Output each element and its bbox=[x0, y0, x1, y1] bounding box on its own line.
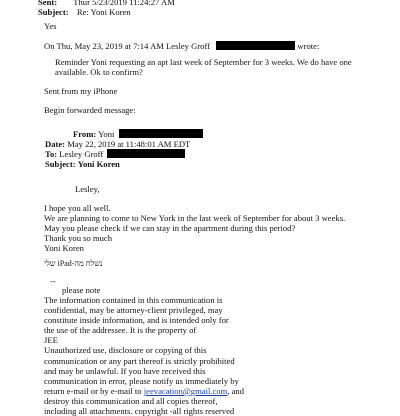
disclaimer-line: Unauthorized use, disclosure or copying of this bbox=[44, 345, 207, 356]
quote-intro bbox=[44, 41, 319, 52]
disclaimer-line: communication or any part thereof is strictly prohibited bbox=[44, 355, 235, 366]
body-line-1: I hope you all well. bbox=[44, 203, 111, 213]
disclaimer-line: communication in error, please notify us immediately by bbox=[44, 375, 239, 386]
sent-from-iphone: Sent from my iPhone bbox=[44, 86, 118, 96]
disclaimer bbox=[44, 295, 244, 416]
dashes: -- bbox=[50, 276, 56, 286]
email-link[interactable]: jeevacation@gmail.com bbox=[143, 385, 228, 396]
fwd-subject-row bbox=[45, 159, 120, 170]
sent-value: Thur 5/23/2019 11:24:27 AM bbox=[73, 0, 175, 7]
fwd-subject-value: Yoni Koren bbox=[77, 159, 120, 169]
redaction-block bbox=[216, 41, 295, 50]
disclaimer-line: JEE bbox=[44, 335, 58, 346]
disclaimer-email-post: , and bbox=[227, 385, 245, 396]
quoted-line-2: available. Ok to confirm? bbox=[55, 67, 143, 77]
redaction-block bbox=[119, 129, 203, 138]
disclaimer-line: and may be unlawful. If you have received this bbox=[44, 365, 206, 376]
begin-forwarded: Begin forwarded message: bbox=[44, 105, 136, 115]
fwd-to-value: Lesley Groff bbox=[59, 149, 104, 159]
greeting: Lesley, bbox=[75, 184, 100, 194]
body-line-3: May you please check if we can stay in the apartment during this period? bbox=[44, 223, 296, 233]
disclaimer-email-line bbox=[44, 386, 244, 396]
quote-intro-text: On Thu, May 23, 2019 at 7:14 AM Lesley Groff bbox=[44, 41, 211, 51]
body-line-2: We are planning to come to New York in the last week of September for about 3 weeks. bbox=[44, 213, 346, 223]
disclaimer-line: constitute inside information, and is intended only for bbox=[44, 315, 229, 326]
disclaimer-line: destroy this communication and all copies thereof, bbox=[44, 395, 218, 406]
disclaimer-line: The information contained in this communication is bbox=[44, 295, 223, 305]
disclaimer-line: confidential, may be attorney-client privileged, may bbox=[44, 305, 223, 316]
body-line-4: Thank you so much bbox=[44, 233, 113, 243]
subject-label: Subject: bbox=[38, 7, 69, 17]
sent-label: Sent: bbox=[38, 0, 58, 7]
disclaimer-email-pre: return e-mail or by e-mail to bbox=[44, 385, 144, 396]
fwd-from-value: Yoni bbox=[98, 129, 115, 139]
reply-yes: Yes bbox=[44, 21, 57, 31]
redaction-block bbox=[107, 149, 185, 158]
fwd-to-label: To: bbox=[45, 149, 58, 159]
fwd-date-value: May 22, 2019 at 11:48:01 AM EDT bbox=[67, 139, 191, 149]
disclaimer-line: including all attachments. copyright -all rights reserved bbox=[44, 406, 235, 416]
quote-intro-wrote: wrote: bbox=[297, 41, 320, 51]
fwd-subject-label: Subject: bbox=[45, 159, 76, 169]
please-note: please note bbox=[62, 285, 101, 295]
quoted-line-1: Reminder Yoni requesting an apt last week of September for 3 weeks. We do have one bbox=[55, 57, 352, 67]
subject-row bbox=[38, 7, 131, 18]
body-line-5: Yoni Koren bbox=[44, 243, 84, 253]
fwd-from-label: From: bbox=[73, 129, 97, 139]
disclaimer-line: the use of the addressee. It is the property of bbox=[44, 325, 197, 336]
fwd-date-label: Date: bbox=[45, 139, 66, 149]
ipad-signature: נשלח מה-iPad שלי bbox=[44, 259, 103, 268]
subject-value: Re: Yoni Koren bbox=[76, 7, 131, 17]
